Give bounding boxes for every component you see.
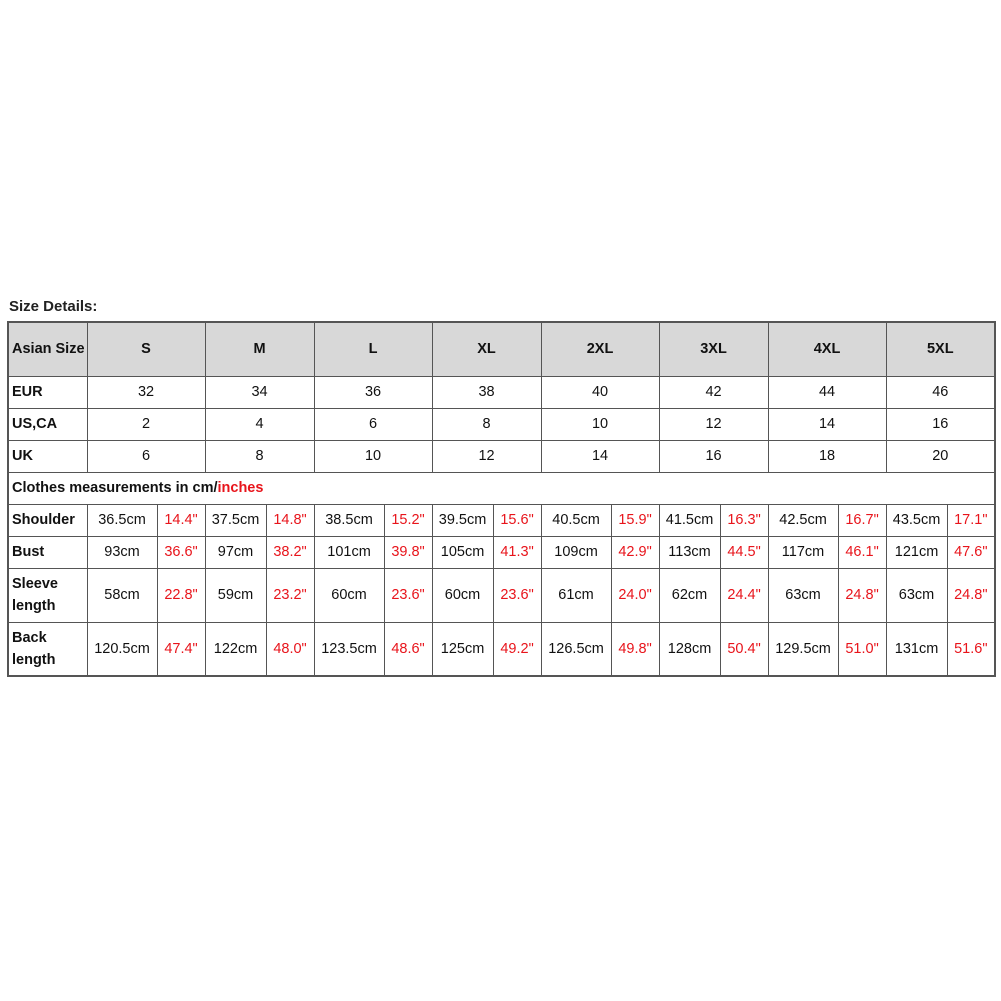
inch-value-cell: 24.0" bbox=[611, 568, 659, 622]
size-value-cell: 8 bbox=[205, 440, 314, 472]
size-value-cell: 36 bbox=[314, 376, 432, 408]
measurement-label: Bust bbox=[8, 536, 87, 568]
measurement-label: Shoulder bbox=[8, 504, 87, 536]
measurements-heading-text: Clothes measurements in cm/ bbox=[12, 480, 218, 496]
cm-value-cell: 121cm bbox=[886, 536, 947, 568]
inch-value-cell: 42.9" bbox=[611, 536, 659, 568]
inch-value-cell: 14.4" bbox=[157, 504, 205, 536]
size-value-cell: 14 bbox=[541, 440, 659, 472]
inch-value-cell: 49.2" bbox=[493, 622, 541, 676]
cm-value-cell: 61cm bbox=[541, 568, 611, 622]
cm-value-cell: 63cm bbox=[768, 568, 838, 622]
size-value-cell: 12 bbox=[659, 408, 768, 440]
inch-value-cell: 51.0" bbox=[838, 622, 886, 676]
inch-value-cell: 14.8" bbox=[266, 504, 314, 536]
cm-value-cell: 120.5cm bbox=[87, 622, 157, 676]
inch-value-cell: 48.6" bbox=[384, 622, 432, 676]
cm-value-cell: 131cm bbox=[886, 622, 947, 676]
cm-value-cell: 38.5cm bbox=[314, 504, 384, 536]
size-value-cell: 20 bbox=[886, 440, 995, 472]
inch-value-cell: 49.8" bbox=[611, 622, 659, 676]
cm-value-cell: 123.5cm bbox=[314, 622, 384, 676]
size-value-cell: 10 bbox=[541, 408, 659, 440]
measurements-heading-inches: inches bbox=[217, 480, 264, 496]
measurement-row bbox=[8, 504, 995, 536]
size-value-cell: 12 bbox=[432, 440, 541, 472]
size-value-cell: 46 bbox=[886, 376, 995, 408]
size-value-cell: 44 bbox=[768, 376, 886, 408]
cm-value-cell: 41.5cm bbox=[659, 504, 720, 536]
cm-value-cell: 43.5cm bbox=[886, 504, 947, 536]
measurements-heading-row bbox=[8, 472, 995, 504]
cm-value-cell: 60cm bbox=[432, 568, 493, 622]
size-value-cell: 16 bbox=[886, 408, 995, 440]
size-header-s: S bbox=[87, 322, 205, 376]
inch-value-cell: 36.6" bbox=[157, 536, 205, 568]
inch-value-cell: 38.2" bbox=[266, 536, 314, 568]
cm-value-cell: 105cm bbox=[432, 536, 493, 568]
cm-value-cell: 36.5cm bbox=[87, 504, 157, 536]
size-value-cell: 42 bbox=[659, 376, 768, 408]
inch-value-cell: 24.8" bbox=[838, 568, 886, 622]
size-value-cell: 16 bbox=[659, 440, 768, 472]
inch-value-cell: 22.8" bbox=[157, 568, 205, 622]
size-value-cell: 38 bbox=[432, 376, 541, 408]
measurement-label: Sleeve length bbox=[8, 568, 87, 622]
measurements-heading bbox=[8, 472, 995, 504]
row-label: UK bbox=[8, 440, 87, 472]
size-value-cell: 32 bbox=[87, 376, 205, 408]
inch-value-cell: 23.6" bbox=[384, 568, 432, 622]
cm-value-cell: 93cm bbox=[87, 536, 157, 568]
size-header-4xl: 4XL bbox=[768, 322, 886, 376]
size-value-cell: 14 bbox=[768, 408, 886, 440]
cm-value-cell: 58cm bbox=[87, 568, 157, 622]
row-label: US,CA bbox=[8, 408, 87, 440]
cm-value-cell: 125cm bbox=[432, 622, 493, 676]
header-row bbox=[8, 322, 995, 376]
page-title: Size Details: bbox=[9, 298, 98, 315]
inch-value-cell: 23.6" bbox=[493, 568, 541, 622]
cm-value-cell: 117cm bbox=[768, 536, 838, 568]
row-label: EUR bbox=[8, 376, 87, 408]
size-chart-table bbox=[7, 321, 996, 677]
size-value-cell: 34 bbox=[205, 376, 314, 408]
size-value-cell: 40 bbox=[541, 376, 659, 408]
inch-value-cell: 50.4" bbox=[720, 622, 768, 676]
measurement-row bbox=[8, 622, 995, 676]
size-value-cell: 6 bbox=[87, 440, 205, 472]
inch-value-cell: 24.8" bbox=[947, 568, 995, 622]
inch-value-cell: 23.2" bbox=[266, 568, 314, 622]
cm-value-cell: 113cm bbox=[659, 536, 720, 568]
cm-value-cell: 60cm bbox=[314, 568, 384, 622]
measurement-row bbox=[8, 536, 995, 568]
measurement-row bbox=[8, 568, 995, 622]
size-header-3xl: 3XL bbox=[659, 322, 768, 376]
cm-value-cell: 63cm bbox=[886, 568, 947, 622]
inch-value-cell: 48.0" bbox=[266, 622, 314, 676]
size-value-cell: 6 bbox=[314, 408, 432, 440]
cm-value-cell: 126.5cm bbox=[541, 622, 611, 676]
cm-value-cell: 122cm bbox=[205, 622, 266, 676]
inch-value-cell: 15.6" bbox=[493, 504, 541, 536]
size-header-5xl: 5XL bbox=[886, 322, 995, 376]
cm-value-cell: 40.5cm bbox=[541, 504, 611, 536]
inch-value-cell: 47.4" bbox=[157, 622, 205, 676]
measurement-label: Back length bbox=[8, 622, 87, 676]
cm-value-cell: 101cm bbox=[314, 536, 384, 568]
cm-value-cell: 97cm bbox=[205, 536, 266, 568]
cm-value-cell: 128cm bbox=[659, 622, 720, 676]
cm-value-cell: 62cm bbox=[659, 568, 720, 622]
size-value-cell: 4 bbox=[205, 408, 314, 440]
inch-value-cell: 47.6" bbox=[947, 536, 995, 568]
cm-value-cell: 42.5cm bbox=[768, 504, 838, 536]
size-value-cell: 18 bbox=[768, 440, 886, 472]
cm-value-cell: 59cm bbox=[205, 568, 266, 622]
size-header-xl: XL bbox=[432, 322, 541, 376]
inch-value-cell: 16.7" bbox=[838, 504, 886, 536]
cm-value-cell: 39.5cm bbox=[432, 504, 493, 536]
size-value-cell: 10 bbox=[314, 440, 432, 472]
size-conversion-row bbox=[8, 408, 995, 440]
cm-value-cell: 129.5cm bbox=[768, 622, 838, 676]
inch-value-cell: 51.6" bbox=[947, 622, 995, 676]
inch-value-cell: 16.3" bbox=[720, 504, 768, 536]
size-value-cell: 2 bbox=[87, 408, 205, 440]
inch-value-cell: 24.4" bbox=[720, 568, 768, 622]
inch-value-cell: 15.9" bbox=[611, 504, 659, 536]
size-header-m: M bbox=[205, 322, 314, 376]
inch-value-cell: 17.1" bbox=[947, 504, 995, 536]
cm-value-cell: 37.5cm bbox=[205, 504, 266, 536]
inch-value-cell: 44.5" bbox=[720, 536, 768, 568]
size-conversion-row bbox=[8, 440, 995, 472]
size-value-cell: 8 bbox=[432, 408, 541, 440]
inch-value-cell: 46.1" bbox=[838, 536, 886, 568]
inch-value-cell: 15.2" bbox=[384, 504, 432, 536]
asian-size-label: Asian Size bbox=[8, 322, 87, 376]
cm-value-cell: 109cm bbox=[541, 536, 611, 568]
size-header-l: L bbox=[314, 322, 432, 376]
size-conversion-row bbox=[8, 376, 995, 408]
size-header-2xl: 2XL bbox=[541, 322, 659, 376]
inch-value-cell: 39.8" bbox=[384, 536, 432, 568]
inch-value-cell: 41.3" bbox=[493, 536, 541, 568]
